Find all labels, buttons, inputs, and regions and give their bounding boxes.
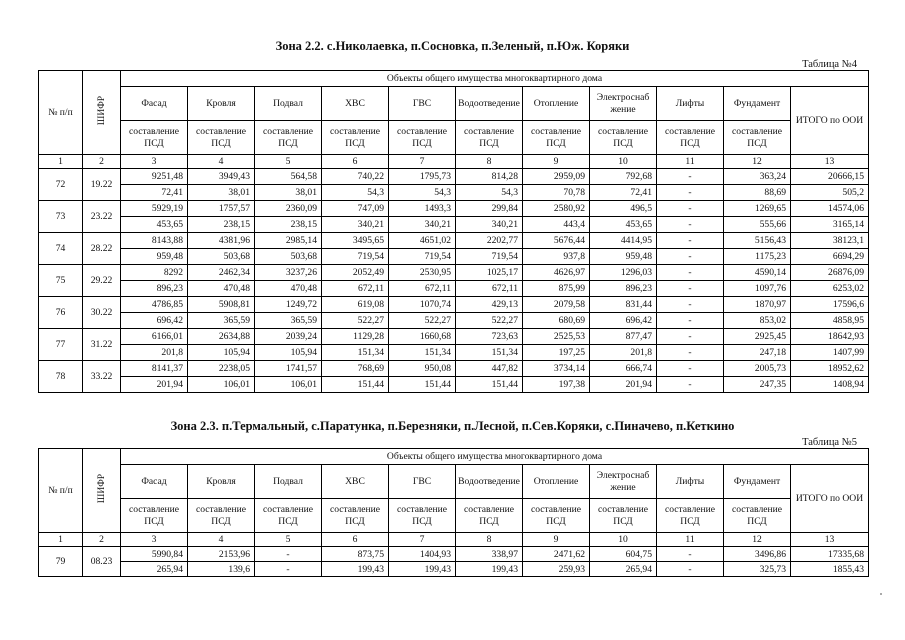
- cell-value: 201,8: [121, 345, 188, 361]
- cell-value: 3495,65: [322, 233, 389, 249]
- cell-value: 151,34: [389, 345, 456, 361]
- cell-value: 3165,14: [791, 217, 869, 233]
- header-sub-psd: составление ПСД: [657, 121, 724, 155]
- cell-value: 959,48: [590, 249, 657, 265]
- header-column-4: ГВС: [389, 465, 456, 499]
- cell-value: 768,69: [322, 361, 389, 377]
- column-number: 4: [188, 533, 255, 547]
- cell-value: 4626,97: [523, 265, 590, 281]
- column-number: 1: [39, 533, 83, 547]
- cell-value: 522,27: [322, 313, 389, 329]
- cell-value: -: [657, 297, 724, 313]
- cell-value: -: [657, 169, 724, 185]
- cell-value: 5156,43: [724, 233, 791, 249]
- cell-value: 505,2: [791, 185, 869, 201]
- cell-value: 325,73: [724, 562, 791, 577]
- header-sub-psd: составление ПСД: [523, 499, 590, 533]
- header-sub-psd: составление ПСД: [590, 121, 657, 155]
- header-column-6: Отопление: [523, 87, 590, 121]
- cell-value: 719,54: [389, 249, 456, 265]
- header-total: ИТОГО по ООИ: [791, 87, 869, 155]
- header-total: ИТОГО по ООИ: [791, 465, 869, 533]
- cell-value: 2462,34: [188, 265, 255, 281]
- column-number: 3: [121, 533, 188, 547]
- cell-value: 896,23: [590, 281, 657, 297]
- cell-value: 496,5: [590, 201, 657, 217]
- row-number: 72: [39, 169, 83, 201]
- header-sub-psd: составление ПСД: [121, 121, 188, 155]
- cell-value: 17335,68: [791, 547, 869, 562]
- cell-value: 873,75: [322, 547, 389, 562]
- cell-value: 38,01: [188, 185, 255, 201]
- column-number: 6: [322, 533, 389, 547]
- cell-value: 1407,99: [791, 345, 869, 361]
- cell-value: 2238,05: [188, 361, 255, 377]
- cell-value: 619,08: [322, 297, 389, 313]
- cell-value: 443,4: [523, 217, 590, 233]
- header-column-8: Лифты: [657, 87, 724, 121]
- cell-value: 522,27: [456, 313, 523, 329]
- cell-value: 199,43: [456, 562, 523, 577]
- cell-value: 4381,96: [188, 233, 255, 249]
- row-number: 77: [39, 329, 83, 361]
- header-column-5: Водоотведение: [456, 87, 523, 121]
- cell-value: -: [657, 547, 724, 562]
- cell-value: 201,8: [590, 345, 657, 361]
- header-shifr: ШИФР: [83, 449, 121, 533]
- row-number: 76: [39, 297, 83, 329]
- cell-value: 696,42: [121, 313, 188, 329]
- cell-value: 453,65: [590, 217, 657, 233]
- cell-value: 2005,73: [724, 361, 791, 377]
- cell-value: 2153,96: [188, 547, 255, 562]
- row-code: 28.22: [83, 233, 121, 265]
- cell-value: 1296,03: [590, 265, 657, 281]
- row-code: 08.23: [83, 547, 121, 577]
- cell-value: 680,69: [523, 313, 590, 329]
- header-column-1: Кровля: [188, 465, 255, 499]
- cell-value: -: [255, 562, 322, 577]
- cell-value: 9251,48: [121, 169, 188, 185]
- cell-value: -: [657, 185, 724, 201]
- header-sub-psd: составление ПСД: [322, 499, 389, 533]
- header-sub-psd: составление ПСД: [456, 121, 523, 155]
- cell-value: 5929,19: [121, 201, 188, 217]
- header-npp: № п/п: [39, 71, 83, 155]
- cell-value: 259,93: [523, 562, 590, 577]
- cell-value: 2202,77: [456, 233, 523, 249]
- cell-value: 106,01: [255, 377, 322, 393]
- header-sub-psd: составление ПСД: [121, 499, 188, 533]
- cell-value: 265,94: [121, 562, 188, 577]
- cell-value: 1269,65: [724, 201, 791, 217]
- row-code: 30.22: [83, 297, 121, 329]
- cell-value: 5676,44: [523, 233, 590, 249]
- cell-value: 238,15: [255, 217, 322, 233]
- table-5: [38, 448, 869, 577]
- cell-value: 54,3: [389, 185, 456, 201]
- cell-value: 1855,43: [791, 562, 869, 577]
- header-sub-psd: составление ПСД: [389, 121, 456, 155]
- cell-value: 853,02: [724, 313, 791, 329]
- cell-value: 814,28: [456, 169, 523, 185]
- header-sub-psd: составление ПСД: [255, 499, 322, 533]
- header-sub-psd: составление ПСД: [724, 499, 791, 533]
- cell-value: 831,44: [590, 297, 657, 313]
- cell-value: 17596,6: [791, 297, 869, 313]
- cell-value: -: [255, 547, 322, 562]
- cell-value: 959,48: [121, 249, 188, 265]
- cell-value: 247,35: [724, 377, 791, 393]
- cell-value: 1408,94: [791, 377, 869, 393]
- cell-value: 265,94: [590, 562, 657, 577]
- cell-value: -: [657, 562, 724, 577]
- column-number: 3: [121, 155, 188, 169]
- header-sub-psd: составление ПСД: [456, 499, 523, 533]
- cell-value: 875,99: [523, 281, 590, 297]
- row-number: 79: [39, 547, 83, 577]
- header-sub-psd: составление ПСД: [724, 121, 791, 155]
- cell-value: 238,15: [188, 217, 255, 233]
- column-number: 6: [322, 155, 389, 169]
- cell-value: 363,24: [724, 169, 791, 185]
- cell-value: 6166,01: [121, 329, 188, 345]
- cell-value: 1757,57: [188, 201, 255, 217]
- cell-value: -: [657, 361, 724, 377]
- cell-value: 88,69: [724, 185, 791, 201]
- cell-value: 1493,3: [389, 201, 456, 217]
- cell-value: 666,74: [590, 361, 657, 377]
- row-number: 78: [39, 361, 83, 393]
- cell-value: 4651,02: [389, 233, 456, 249]
- cell-value: 3496,86: [724, 547, 791, 562]
- column-number: 10: [590, 155, 657, 169]
- cell-value: 18642,93: [791, 329, 869, 345]
- header-column-3: ХВС: [322, 87, 389, 121]
- cell-value: 1025,17: [456, 265, 523, 281]
- cell-value: 672,11: [322, 281, 389, 297]
- header-objects: Объекты общего имущества многоквартирного дома: [121, 449, 869, 465]
- cell-value: 26876,09: [791, 265, 869, 281]
- cell-value: 896,23: [121, 281, 188, 297]
- cell-value: 937,8: [523, 249, 590, 265]
- cell-value: 6694,29: [791, 249, 869, 265]
- header-sub-psd: составление ПСД: [322, 121, 389, 155]
- cell-value: -: [657, 217, 724, 233]
- cell-value: 672,11: [456, 281, 523, 297]
- cell-value: 2360,09: [255, 201, 322, 217]
- cell-value: 950,08: [389, 361, 456, 377]
- cell-value: 18952,62: [791, 361, 869, 377]
- row-number: 75: [39, 265, 83, 297]
- header-column-2: Подвал: [255, 87, 322, 121]
- cell-value: 2079,58: [523, 297, 590, 313]
- header-column-7: Электроснаб жение: [590, 465, 657, 499]
- header-column-4: ГВС: [389, 87, 456, 121]
- table-5-label: Таблица №5: [802, 437, 857, 448]
- cell-value: 696,42: [590, 313, 657, 329]
- cell-value: 106,01: [188, 377, 255, 393]
- row-code: 23.22: [83, 201, 121, 233]
- cell-value: 1070,74: [389, 297, 456, 313]
- cell-value: 8292: [121, 265, 188, 281]
- cell-value: 365,59: [255, 313, 322, 329]
- zone-2-3-title: Зона 2.3. п.Термальный, с.Паратунка, п.Березняки, п.Лесной, п.Сев.Коряки, с.Пиначево, п.Кеткино: [170, 419, 735, 433]
- zone-2-2-title: Зона 2.2. с.Николаевка, п.Сосновка, п.Зеленый, п.Юж. Коряки: [275, 39, 630, 53]
- table-4-label: Таблица №4: [802, 59, 857, 70]
- header-column-1: Кровля: [188, 87, 255, 121]
- header-column-0: Фасад: [121, 465, 188, 499]
- cell-value: -: [657, 329, 724, 345]
- cell-value: 672,11: [389, 281, 456, 297]
- cell-value: 338,97: [456, 547, 523, 562]
- header-column-8: Лифты: [657, 465, 724, 499]
- column-number: 13: [791, 533, 869, 547]
- cell-value: 20666,15: [791, 169, 869, 185]
- cell-value: 719,54: [322, 249, 389, 265]
- cell-value: 139,6: [188, 562, 255, 577]
- header-shifr: ШИФР: [83, 71, 121, 155]
- cell-value: 429,13: [456, 297, 523, 313]
- cell-value: 470,48: [188, 281, 255, 297]
- column-number: 10: [590, 533, 657, 547]
- table-4: [38, 70, 869, 393]
- header-column-7: Электроснаб жение: [590, 87, 657, 121]
- cell-value: 2925,45: [724, 329, 791, 345]
- cell-value: -: [657, 345, 724, 361]
- header-sub-psd: составление ПСД: [657, 499, 724, 533]
- header-column-5: Водоотведение: [456, 465, 523, 499]
- row-number: 74: [39, 233, 83, 265]
- cell-value: 723,63: [456, 329, 523, 345]
- cell-value: 503,68: [255, 249, 322, 265]
- cell-value: 503,68: [188, 249, 255, 265]
- cell-value: 151,44: [456, 377, 523, 393]
- cell-value: 14574,06: [791, 201, 869, 217]
- cell-value: 8141,37: [121, 361, 188, 377]
- header-column-9: Фундамент: [724, 87, 791, 121]
- column-number: 8: [456, 533, 523, 547]
- row-code: 19.22: [83, 169, 121, 201]
- column-number: 11: [657, 155, 724, 169]
- cell-value: 1249,72: [255, 297, 322, 313]
- column-number: 7: [389, 155, 456, 169]
- cell-value: 5990,84: [121, 547, 188, 562]
- cell-value: 199,43: [389, 562, 456, 577]
- cell-value: 38,01: [255, 185, 322, 201]
- header-sub-psd: составление ПСД: [255, 121, 322, 155]
- cell-value: 340,21: [389, 217, 456, 233]
- row-code: 33.22: [83, 361, 121, 393]
- cell-value: 747,09: [322, 201, 389, 217]
- cell-value: 4858,95: [791, 313, 869, 329]
- cell-value: 3237,26: [255, 265, 322, 281]
- cell-value: 719,54: [456, 249, 523, 265]
- cell-value: 447,82: [456, 361, 523, 377]
- column-number: 2: [83, 533, 121, 547]
- cell-value: 151,44: [322, 377, 389, 393]
- cell-value: 151,44: [389, 377, 456, 393]
- header-column-6: Отопление: [523, 465, 590, 499]
- column-number: 5: [255, 155, 322, 169]
- cell-value: 2985,14: [255, 233, 322, 249]
- cell-value: 72,41: [590, 185, 657, 201]
- cell-value: 340,21: [322, 217, 389, 233]
- column-number: 13: [791, 155, 869, 169]
- column-number: 5: [255, 533, 322, 547]
- cell-value: 197,25: [523, 345, 590, 361]
- cell-value: 792,68: [590, 169, 657, 185]
- cell-value: 247,18: [724, 345, 791, 361]
- cell-value: 470,48: [255, 281, 322, 297]
- cell-value: 2530,95: [389, 265, 456, 281]
- cell-value: 72,41: [121, 185, 188, 201]
- cell-value: 555,66: [724, 217, 791, 233]
- cell-value: 1404,93: [389, 547, 456, 562]
- cell-value: 6253,02: [791, 281, 869, 297]
- cell-value: 1741,57: [255, 361, 322, 377]
- header-npp: № п/п: [39, 449, 83, 533]
- cell-value: 2039,24: [255, 329, 322, 345]
- cell-value: 2052,49: [322, 265, 389, 281]
- cell-value: 2525,53: [523, 329, 590, 345]
- column-number: 4: [188, 155, 255, 169]
- header-sub-psd: составление ПСД: [590, 499, 657, 533]
- cell-value: 3734,14: [523, 361, 590, 377]
- cell-value: 70,78: [523, 185, 590, 201]
- cell-value: 1870,97: [724, 297, 791, 313]
- row-code: 29.22: [83, 265, 121, 297]
- row-number: 73: [39, 201, 83, 233]
- header-column-9: Фундамент: [724, 465, 791, 499]
- cell-value: 453,65: [121, 217, 188, 233]
- cell-value: -: [657, 281, 724, 297]
- cell-value: 522,27: [389, 313, 456, 329]
- cell-value: 105,94: [255, 345, 322, 361]
- column-number: 12: [724, 533, 791, 547]
- cell-value: 105,94: [188, 345, 255, 361]
- cell-value: 340,21: [456, 217, 523, 233]
- cell-value: 4786,85: [121, 297, 188, 313]
- cell-value: 38123,1: [791, 233, 869, 249]
- cell-value: 3949,43: [188, 169, 255, 185]
- cell-value: 199,43: [322, 562, 389, 577]
- cell-value: 299,84: [456, 201, 523, 217]
- cell-value: 4590,14: [724, 265, 791, 281]
- column-number: 2: [83, 155, 121, 169]
- cell-value: -: [657, 233, 724, 249]
- row-code: 31.22: [83, 329, 121, 361]
- cell-value: 1097,76: [724, 281, 791, 297]
- cell-value: 1175,23: [724, 249, 791, 265]
- cell-value: -: [657, 313, 724, 329]
- cell-value: 201,94: [590, 377, 657, 393]
- header-sub-psd: составление ПСД: [188, 121, 255, 155]
- cell-value: 54,3: [456, 185, 523, 201]
- column-number: 9: [523, 155, 590, 169]
- column-number: 8: [456, 155, 523, 169]
- cell-value: 2471,62: [523, 547, 590, 562]
- header-sub-psd: составление ПСД: [188, 499, 255, 533]
- header-column-0: Фасад: [121, 87, 188, 121]
- cell-value: 2959,09: [523, 169, 590, 185]
- cell-value: -: [657, 201, 724, 217]
- column-number: 1: [39, 155, 83, 169]
- cell-value: 2580,92: [523, 201, 590, 217]
- cell-value: 201,94: [121, 377, 188, 393]
- cell-value: 564,58: [255, 169, 322, 185]
- column-number: 7: [389, 533, 456, 547]
- cell-value: 54,3: [322, 185, 389, 201]
- header-sub-psd: составление ПСД: [523, 121, 590, 155]
- cell-value: 197,38: [523, 377, 590, 393]
- cell-value: 4414,95: [590, 233, 657, 249]
- cell-value: 5908,81: [188, 297, 255, 313]
- cell-value: 1129,28: [322, 329, 389, 345]
- column-number: 11: [657, 533, 724, 547]
- cell-value: 1660,68: [389, 329, 456, 345]
- cell-value: 2634,88: [188, 329, 255, 345]
- cell-value: 740,22: [322, 169, 389, 185]
- cell-value: 151,34: [456, 345, 523, 361]
- cell-value: -: [657, 265, 724, 281]
- cell-value: -: [657, 249, 724, 265]
- cell-value: 8143,88: [121, 233, 188, 249]
- column-number: 9: [523, 533, 590, 547]
- cell-value: 151,34: [322, 345, 389, 361]
- header-column-3: ХВС: [322, 465, 389, 499]
- header-objects: Объекты общего имущества многоквартирного дома: [121, 71, 869, 87]
- header-sub-psd: составление ПСД: [389, 499, 456, 533]
- column-number: 12: [724, 155, 791, 169]
- header-column-2: Подвал: [255, 465, 322, 499]
- cell-value: 877,47: [590, 329, 657, 345]
- cell-value: 1795,73: [389, 169, 456, 185]
- cell-value: 365,59: [188, 313, 255, 329]
- scan-speck: [880, 593, 882, 595]
- cell-value: 604,75: [590, 547, 657, 562]
- cell-value: -: [657, 377, 724, 393]
